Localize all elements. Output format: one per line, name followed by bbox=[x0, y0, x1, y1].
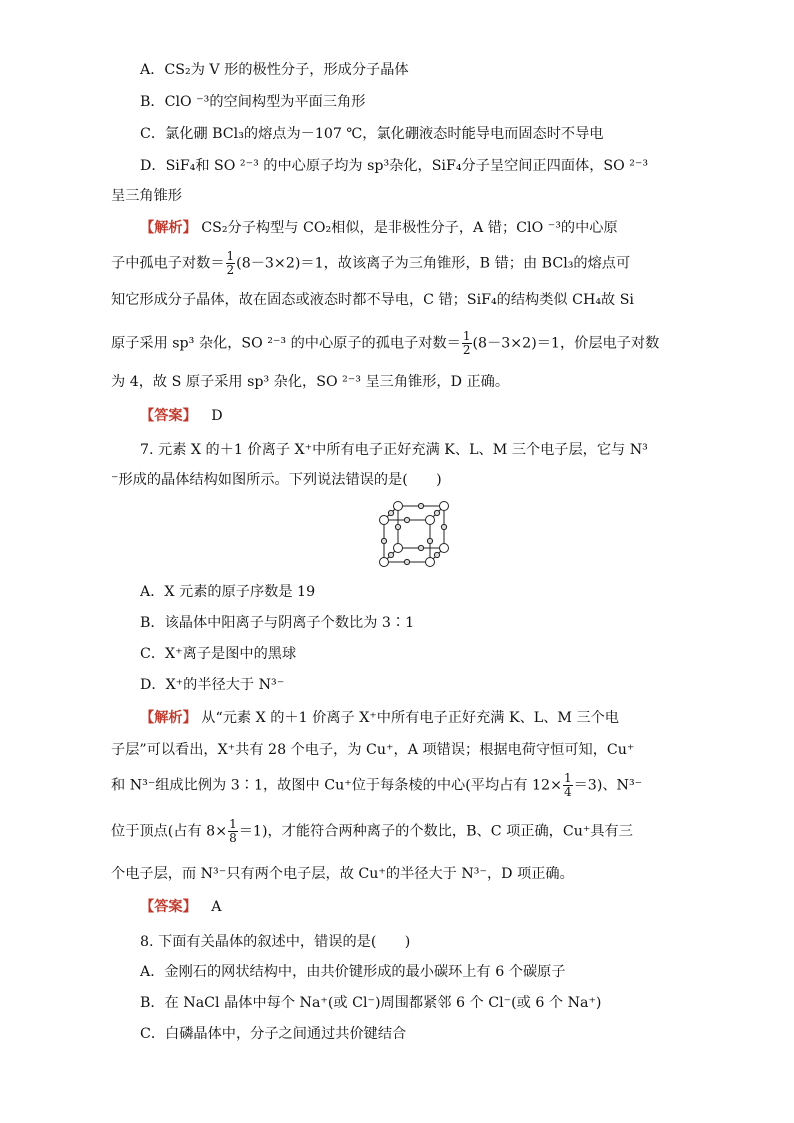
crystal-structure-figure bbox=[370, 500, 460, 570]
q7-analysis-line5: 个电子层，而 N³⁻只有两个电子层，故 Cu⁺的半径大于 N³⁻，D 项正确。 bbox=[111, 866, 574, 882]
q6-option-d-line2: 呈三角锥形 bbox=[111, 188, 182, 204]
q6-analysis-line1: 【解析】 CS₂分子构型与 CO₂相似，是非极性分子，A 错；ClO ⁻³的中心原 bbox=[140, 220, 618, 236]
q8-stem: 8. 下面有关晶体的叙述中，错误的是( ) bbox=[140, 934, 411, 950]
q6-option-c: C．氯化硼 BCl₃的熔点为－107 ℃，氯化硼液态时能导电而固态时不导电 bbox=[140, 126, 604, 142]
q6-analysis-line5: 为 4，故 S 原子采用 sp³ 杂化，SO ²⁻³ 呈三角锥形，D 正确。 bbox=[111, 374, 510, 390]
q6-analysis-line3: 知它形成分子晶体，故在固态或液态时都不导电，C 错；SiF₄的结构类似 CH₄故 Si bbox=[111, 292, 634, 308]
q7-option-c: C．X⁺离子是图中的黑球 bbox=[140, 646, 297, 662]
q7-option-b: B．该晶体中阳离子与阴离子个数比为 3∶1 bbox=[140, 615, 415, 631]
answer-value: A bbox=[211, 899, 222, 915]
edge-ions-small bbox=[381, 503, 446, 564]
q7-analysis-line3: 和 N³⁻组成比例为 3∶1，故图中 Cu⁺位于每条棱的中心(平均占有 12× $\frac{1}{4}$ ＝3)、N³⁻ bbox=[111, 771, 643, 799]
q8-option-c: C．白磷晶体中，分子之间通过共价键结合 bbox=[140, 1026, 407, 1042]
q6-analysis-line2: 子中孤电子对数＝ $\frac{1}{2}$ (8－3×2)＝1，故该离子为三角锥形，B 错；由 BCl₃的熔点可 bbox=[111, 249, 631, 277]
analysis-tag: 【解析】 bbox=[140, 710, 197, 726]
q6-analysis-line4: 原子采用 sp³ 杂化，SO ²⁻³ 的中心原子的孤电子对数＝ $\frac{1}{2}$ (8－3×2)＝1，价层电子对数 bbox=[111, 329, 660, 357]
fraction-quarter: $\frac{1}{4}$ bbox=[563, 771, 572, 799]
fraction-half: $\frac{1}{2}$ bbox=[226, 249, 235, 277]
q7-answer bbox=[140, 897, 222, 917]
q7-option-a: A．X 元素的原子序数是 19 bbox=[140, 584, 316, 600]
q7-stem-line2: ⁻形成的晶体结构如图所示。下列说法错误的是( ) bbox=[111, 472, 442, 488]
q7-stem-line1: 7. 元素 X 的＋1 价离子 X⁺中所有电子正好充满 K、L、M 三个电子层，它与 N³ bbox=[140, 442, 648, 458]
q8-option-a: A．金刚石的网状结构中，由共价键形成的最小碳环上有 6 个碳原子 bbox=[140, 964, 566, 980]
q6-answer bbox=[140, 406, 223, 426]
q7-analysis-line1: 【解析】 从“元素 X 的＋1 价离子 X⁺中所有电子正好充满 K、L、M 三个电 bbox=[140, 710, 619, 726]
analysis-tag: 【解析】 bbox=[140, 220, 197, 236]
answer-value: D bbox=[211, 408, 223, 424]
fraction-half: $\frac{1}{2}$ bbox=[462, 329, 471, 357]
q7-analysis-line2: 子层”可以看出，X⁺共有 28 个电子，为 Cu⁺，A 项错误；根据电荷守恒可知，Cu⁺ bbox=[111, 742, 635, 758]
q7-option-d: D．X⁺的半径大于 N³⁻ bbox=[140, 677, 285, 693]
answer-tag: 【答案】 bbox=[140, 899, 197, 915]
q8-option-b: B．在 NaCl 晶体中每个 Na⁺(或 Cl⁻)周围都紧邻 6 个 Cl⁻(或 6 个 Na⁺) bbox=[140, 995, 602, 1011]
q6-option-a: A．CS₂为 V 形的极性分子，形成分子晶体 bbox=[140, 62, 409, 78]
fraction-eighth: $\frac{1}{8}$ bbox=[229, 817, 237, 845]
q7-analysis-line4: 位于顶点(占有 8× $\frac{1}{8}$ ＝1)，才能符合两种离子的个数比，B、C 项正确，Cu⁺具有三 bbox=[111, 817, 633, 845]
q6-option-b: B．ClO ⁻³的空间构型为平面三角形 bbox=[140, 94, 366, 110]
q6-option-d-line1: D．SiF₄和 SO ²⁻³ 的中心原子均为 sp³杂化，SiF₄分子呈空间正四面体，SO ²⁻³ bbox=[140, 158, 649, 174]
answer-tag: 【答案】 bbox=[140, 408, 197, 424]
